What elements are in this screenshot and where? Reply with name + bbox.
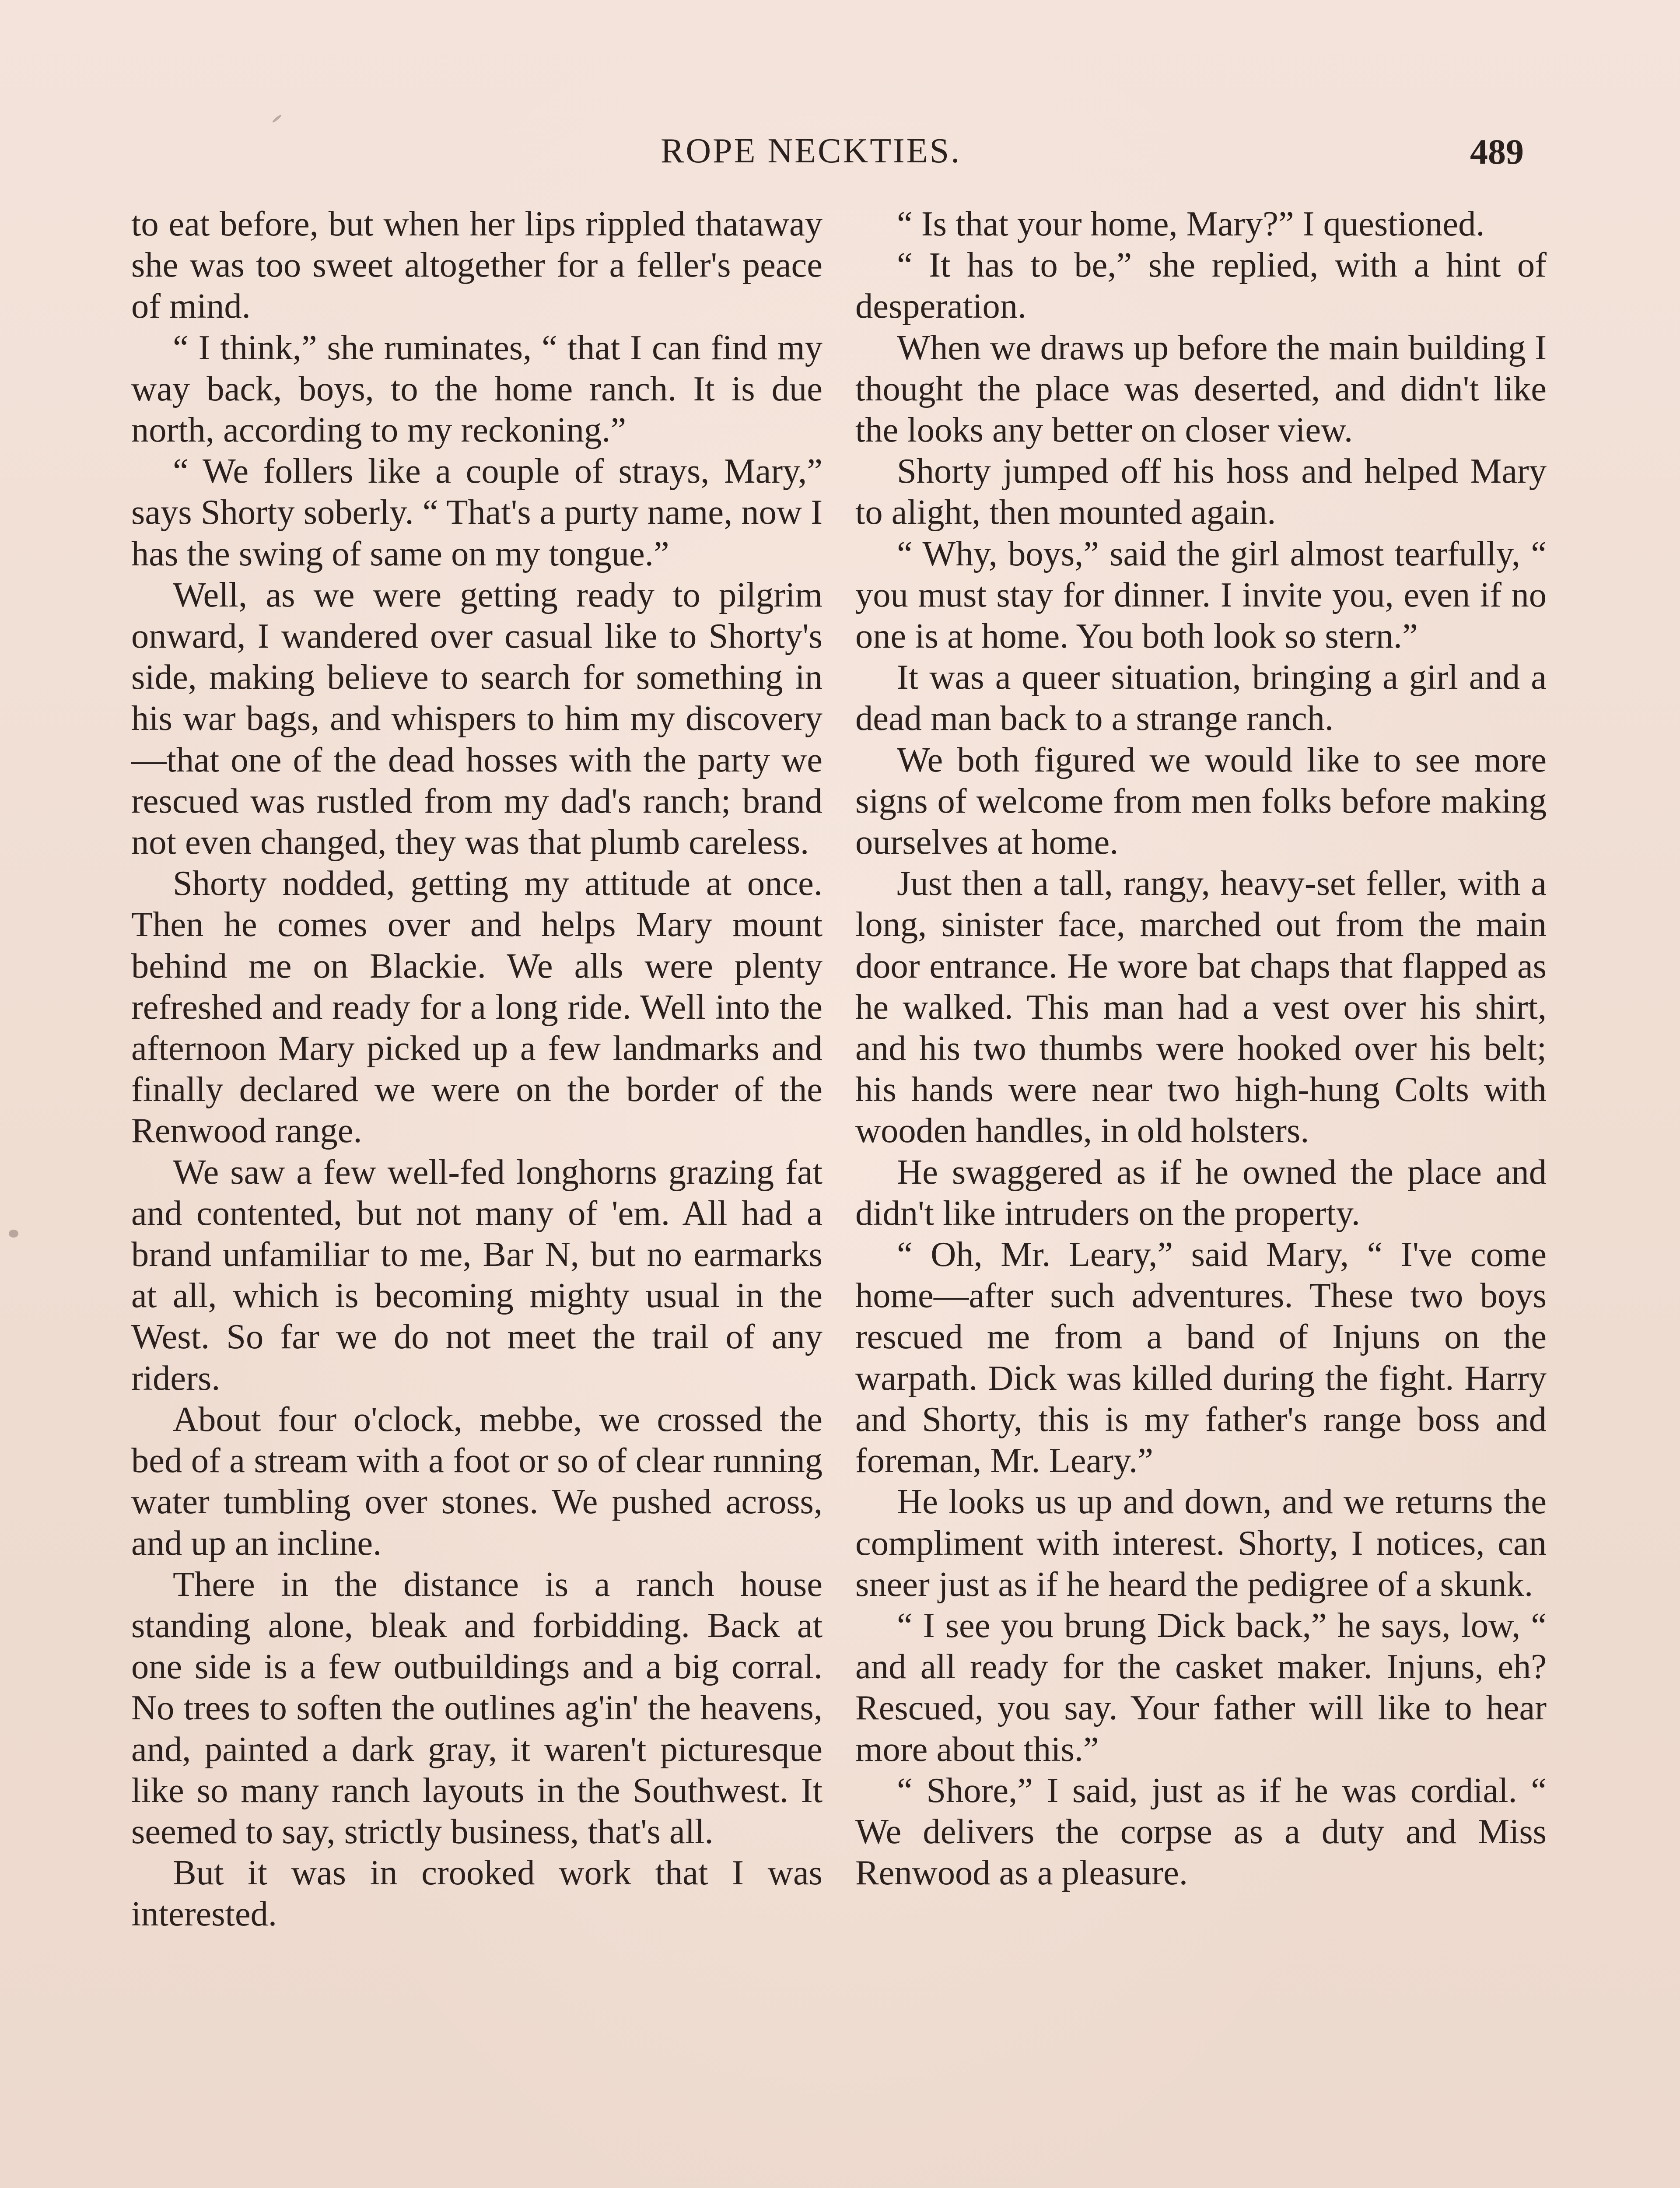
- paragraph: When we draws up before the main building I thought the place was deserted, and didn't like the looks any better on closer view.: [855, 328, 1547, 450]
- paragraph: Just then a tall, rangy, heavy-set feller, with a long, sinister face, marched out from the main door entrance. He wore bat chaps that flapped as he walked. This man had a vest over his shirt, and his two thumbs were hooked over his belt; his hands were near two high-hung Colts with wooden handles, in old holsters.: [855, 864, 1547, 1150]
- paragraph: But it was in crooked work that I was interested.: [131, 1853, 822, 1934]
- paper-speck: [9, 1230, 18, 1238]
- paragraph: He swaggered as if he owned the place and didn't like intruders on the property.: [855, 1152, 1547, 1233]
- paragraph: He looks us up and down, and we returns the compliment with interest. Shorty, I notices, can sneer just as if he heard the pedigree of a skunk.: [855, 1482, 1547, 1604]
- right-column: [855, 203, 1547, 1893]
- paper-speck: [272, 114, 282, 123]
- paragraph: It was a queer situation, bringing a girl and a dead man back to a strange ranch.: [855, 658, 1547, 738]
- paragraph: “ It has to be,” she replied, with a hint of desperation.: [855, 245, 1547, 326]
- paragraph: We saw a few well-fed longhorns grazing fat and contented, but not many of 'em. All had a brand unfamiliar to me, Bar N, but no earmarks at all, which is becoming mighty usual in the West. So far we do not meet the trail of any riders.: [131, 1152, 822, 1398]
- paragraph: “ Why, boys,” said the girl almost tearfully, “ you must stay for dinner. I invite you, even if no one is at home. You both look so stern.”: [855, 534, 1547, 656]
- paragraph: We both figured we would like to see more signs of welcome from men folks before making ourselves at home.: [855, 740, 1547, 862]
- page-number: 489: [1470, 132, 1524, 172]
- paragraph: There in the distance is a ranch house standing alone, bleak and forbidding. Back at one side is a few outbuildings and a big corral. No trees to soften the outlines ag'in' the heavens, and, painted a dark gray, it waren't picturesque like so many ranch layouts in the Southwest. It seemed to say, strictly business, that's all.: [131, 1564, 822, 1851]
- paragraph: Well, as we were getting ready to pilgrim onward, I wandered over casual like to Shorty's side, making believe to search for something in his war bags, and whispers to him my discovery—that one of the dead hosses with the party we rescued was rustled from my dad's ranch; brand not even changed, they was that plumb careless.: [131, 575, 822, 862]
- paragraph: “ Shore,” I said, just as if he was cordial. “ We delivers the corpse as a duty and Miss Renwood as a pleasure.: [855, 1771, 1547, 1893]
- paragraph: “ Is that your home, Mary?” I questioned.: [897, 204, 1485, 243]
- paragraph: “ I see you brung Dick back,” he says, low, “ and all ready for the casket maker. Injuns, eh? Rescued, you say. Your father will like to hear more about this.”: [855, 1606, 1547, 1769]
- paragraph: Shorty nodded, getting my attitude at once. Then he comes over and helps Mary mount behind me on Blackie. We alls were plenty refreshed and ready for a long ride. Well into the afternoon Mary picked up a few landmarks and finally declared we were on the border of the Renwood range.: [131, 864, 822, 1150]
- paragraph: to eat before, but when her lips rippled thataway she was too sweet altogether for a feller's peace of mind.: [131, 204, 822, 326]
- paragraph: “ Oh, Mr. Leary,” said Mary, “ I've come home—after such adventures. These two boys rescued me from a band of Injuns on the warpath. Dick was killed during the fight. Harry and Shorty, this is my father's range boss and foreman, Mr. Leary.”: [855, 1235, 1547, 1480]
- paragraph: “ We follers like a couple of strays, Mary,” says Shorty soberly. “ That's a purty name, now I has the swing of same on my tongue.”: [131, 452, 822, 573]
- paragraph: “ I think,” she ruminates, “ that I can find my way back, boys, to the home ranch. It is due north, according to my reckoning.”: [131, 328, 822, 450]
- paragraph: Shorty jumped off his hoss and helped Mary to alight, then mounted again.: [855, 452, 1547, 532]
- left-column: [131, 203, 822, 1935]
- paragraph: About four o'clock, mebbe, we crossed the bed of a stream with a foot or so of clear running water tumbling over stones. We pushed across, and up an incline.: [131, 1399, 822, 1563]
- running-head: ROPE NECKTIES.: [661, 132, 962, 170]
